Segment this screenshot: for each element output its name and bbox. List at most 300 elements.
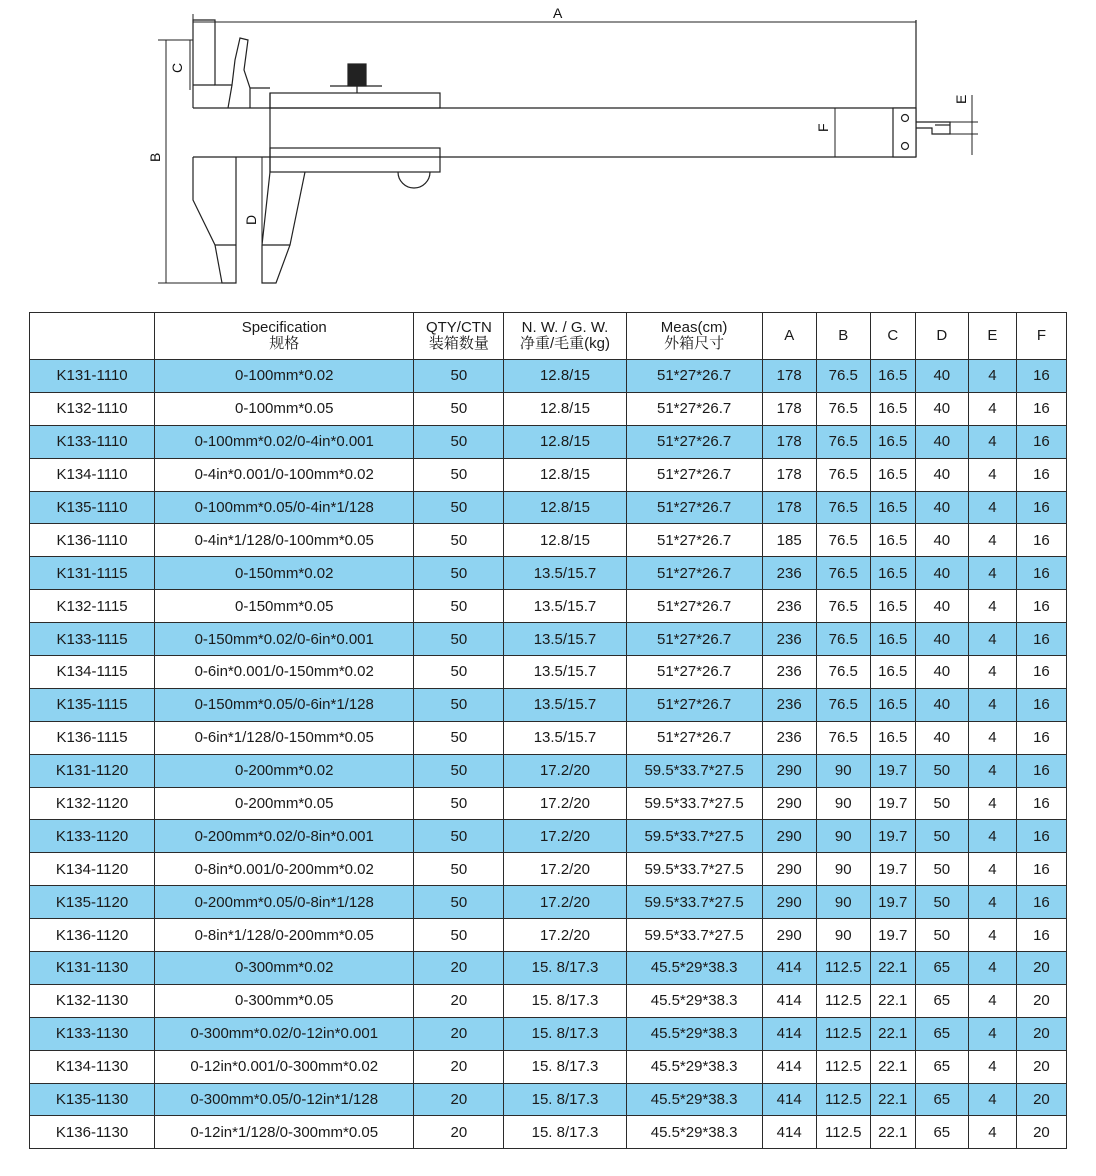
table-row xyxy=(30,919,1067,952)
cell-qty-ctn: 50 xyxy=(414,787,504,820)
cell-dim-d: 40 xyxy=(915,392,968,425)
header-qty-ctn-line1: QTY/CTN xyxy=(425,319,492,336)
cell-dim-b: 76.5 xyxy=(816,524,870,557)
header-weight xyxy=(504,313,626,360)
cell-qty-ctn: 50 xyxy=(414,392,504,425)
cell-dim-c: 19.7 xyxy=(870,853,915,886)
cell-specification: 0-300mm*0.02/0-12in*0.001 xyxy=(155,1017,414,1050)
table-row xyxy=(30,952,1067,985)
cell-qty-ctn: 50 xyxy=(414,360,504,393)
cell-weight: 12.8/15 xyxy=(504,458,626,491)
cell-dim-b: 112.5 xyxy=(816,1083,870,1116)
cell-measurement: 51*27*26.7 xyxy=(626,458,762,491)
header-dim-a xyxy=(762,313,816,360)
cell-dim-f: 16 xyxy=(1016,425,1066,458)
cell-dim-d: 40 xyxy=(915,524,968,557)
cell-measurement: 59.5*33.7*27.5 xyxy=(626,820,762,853)
cell-dim-c: 16.5 xyxy=(870,656,915,689)
cell-dim-e: 4 xyxy=(968,1083,1016,1116)
cell-model: K131-1115 xyxy=(30,557,155,590)
cell-dim-b: 76.5 xyxy=(816,688,870,721)
header-measurement xyxy=(626,313,762,360)
cell-qty-ctn: 50 xyxy=(414,721,504,754)
cell-dim-e: 4 xyxy=(968,984,1016,1017)
cell-measurement: 51*27*26.7 xyxy=(626,392,762,425)
cell-weight: 17.2/20 xyxy=(504,820,626,853)
dim-label-e: E xyxy=(953,94,969,104)
cell-model: K136-1115 xyxy=(30,721,155,754)
cell-dim-f: 16 xyxy=(1016,491,1066,524)
cell-weight: 13.5/15.7 xyxy=(504,656,626,689)
table-row xyxy=(30,557,1067,590)
cell-dim-c: 19.7 xyxy=(870,787,915,820)
cell-dim-f: 16 xyxy=(1016,623,1066,656)
cell-specification: 0-4in*0.001/0-100mm*0.02 xyxy=(155,458,414,491)
cell-weight: 17.2/20 xyxy=(504,886,626,919)
cell-qty-ctn: 20 xyxy=(414,952,504,985)
table-row xyxy=(30,754,1067,787)
cell-dim-a: 236 xyxy=(762,590,816,623)
cell-dim-d: 40 xyxy=(915,491,968,524)
cell-dim-e: 4 xyxy=(968,524,1016,557)
header-dim-b-line1: B xyxy=(838,327,849,344)
cell-dim-a: 290 xyxy=(762,886,816,919)
cell-dim-e: 4 xyxy=(968,623,1016,656)
cell-dim-b: 76.5 xyxy=(816,557,870,590)
cell-dim-d: 50 xyxy=(915,919,968,952)
dim-label-f: F xyxy=(815,123,831,132)
cell-specification: 0-100mm*0.02 xyxy=(155,360,414,393)
cell-dim-b: 76.5 xyxy=(816,360,870,393)
cell-dim-d: 65 xyxy=(915,1050,968,1083)
cell-model: K135-1115 xyxy=(30,688,155,721)
cell-dim-e: 4 xyxy=(968,688,1016,721)
cell-specification: 0-100mm*0.05/0-4in*1/128 xyxy=(155,491,414,524)
cell-weight: 12.8/15 xyxy=(504,360,626,393)
cell-specification: 0-100mm*0.05 xyxy=(155,392,414,425)
cell-specification: 0-6in*0.001/0-150mm*0.02 xyxy=(155,656,414,689)
header-dim-b xyxy=(816,313,870,360)
cell-dim-b: 90 xyxy=(816,886,870,919)
cell-specification: 0-150mm*0.05/0-6in*1/128 xyxy=(155,688,414,721)
cell-dim-f: 16 xyxy=(1016,656,1066,689)
cell-specification: 0-200mm*0.05/0-8in*1/128 xyxy=(155,886,414,919)
header-specification xyxy=(155,313,414,360)
header-specification-line2: 规格 xyxy=(269,335,300,352)
cell-dim-b: 90 xyxy=(816,754,870,787)
cell-dim-c: 19.7 xyxy=(870,820,915,853)
cell-dim-c: 16.5 xyxy=(870,392,915,425)
cell-dim-a: 290 xyxy=(762,754,816,787)
cell-measurement: 51*27*26.7 xyxy=(626,721,762,754)
cell-model: K134-1130 xyxy=(30,1050,155,1083)
header-dim-e xyxy=(968,313,1016,360)
table-row xyxy=(30,1083,1067,1116)
cell-dim-b: 76.5 xyxy=(816,623,870,656)
dim-label-a: A xyxy=(553,5,563,21)
cell-dim-d: 65 xyxy=(915,952,968,985)
cell-dim-e: 4 xyxy=(968,787,1016,820)
header-measurement-line1: Meas(cm) xyxy=(660,319,728,336)
cell-dim-f: 16 xyxy=(1016,820,1066,853)
cell-measurement: 51*27*26.7 xyxy=(626,524,762,557)
cell-dim-a: 414 xyxy=(762,1083,816,1116)
cell-dim-b: 90 xyxy=(816,820,870,853)
cell-qty-ctn: 50 xyxy=(414,754,504,787)
cell-dim-b: 90 xyxy=(816,787,870,820)
cell-dim-e: 4 xyxy=(968,590,1016,623)
cell-qty-ctn: 50 xyxy=(414,491,504,524)
cell-dim-f: 16 xyxy=(1016,787,1066,820)
cell-qty-ctn: 50 xyxy=(414,458,504,491)
cell-dim-b: 76.5 xyxy=(816,590,870,623)
cell-weight: 15. 8/17.3 xyxy=(504,952,626,985)
table-row xyxy=(30,491,1067,524)
cell-dim-c: 16.5 xyxy=(870,524,915,557)
table-row xyxy=(30,1116,1067,1149)
cell-dim-f: 16 xyxy=(1016,557,1066,590)
cell-model: K133-1120 xyxy=(30,820,155,853)
cell-qty-ctn: 50 xyxy=(414,524,504,557)
cell-model: K133-1115 xyxy=(30,623,155,656)
header-dim-e-line1: E xyxy=(987,327,998,344)
cell-dim-d: 50 xyxy=(915,853,968,886)
cell-dim-d: 40 xyxy=(915,458,968,491)
cell-specification: 0-6in*1/128/0-150mm*0.05 xyxy=(155,721,414,754)
cell-dim-e: 4 xyxy=(968,656,1016,689)
cell-qty-ctn: 50 xyxy=(414,425,504,458)
cell-qty-ctn: 50 xyxy=(414,623,504,656)
cell-dim-d: 40 xyxy=(915,688,968,721)
cell-qty-ctn: 50 xyxy=(414,919,504,952)
cell-measurement: 59.5*33.7*27.5 xyxy=(626,754,762,787)
table-row xyxy=(30,458,1067,491)
cell-dim-f: 16 xyxy=(1016,919,1066,952)
cell-specification: 0-12in*0.001/0-300mm*0.02 xyxy=(155,1050,414,1083)
cell-model: K132-1110 xyxy=(30,392,155,425)
cell-dim-b: 76.5 xyxy=(816,491,870,524)
cell-dim-f: 20 xyxy=(1016,1017,1066,1050)
cell-dim-a: 414 xyxy=(762,1050,816,1083)
cell-specification: 0-300mm*0.05 xyxy=(155,984,414,1017)
cell-dim-a: 236 xyxy=(762,721,816,754)
cell-dim-a: 414 xyxy=(762,952,816,985)
cell-dim-a: 178 xyxy=(762,425,816,458)
cell-model: K131-1110 xyxy=(30,360,155,393)
cell-qty-ctn: 20 xyxy=(414,1017,504,1050)
cell-dim-a: 178 xyxy=(762,392,816,425)
cell-weight: 15. 8/17.3 xyxy=(504,1083,626,1116)
cell-dim-b: 76.5 xyxy=(816,392,870,425)
cell-dim-b: 112.5 xyxy=(816,1116,870,1149)
cell-measurement: 51*27*26.7 xyxy=(626,425,762,458)
table-row xyxy=(30,392,1067,425)
cell-dim-b: 76.5 xyxy=(816,425,870,458)
cell-dim-c: 22.1 xyxy=(870,1116,915,1149)
dim-label-d: D xyxy=(243,214,259,225)
cell-dim-e: 4 xyxy=(968,360,1016,393)
cell-dim-a: 236 xyxy=(762,656,816,689)
cell-measurement: 45.5*29*38.3 xyxy=(626,952,762,985)
cell-dim-f: 16 xyxy=(1016,853,1066,886)
cell-dim-c: 16.5 xyxy=(870,425,915,458)
cell-dim-c: 16.5 xyxy=(870,590,915,623)
cell-qty-ctn: 20 xyxy=(414,1083,504,1116)
table-row xyxy=(30,820,1067,853)
table-row xyxy=(30,886,1067,919)
cell-specification: 0-200mm*0.02 xyxy=(155,754,414,787)
caliper-diagram xyxy=(0,0,1096,300)
cell-dim-d: 50 xyxy=(915,886,968,919)
cell-measurement: 45.5*29*38.3 xyxy=(626,984,762,1017)
cell-dim-e: 4 xyxy=(968,853,1016,886)
cell-weight: 12.8/15 xyxy=(504,425,626,458)
cell-model: K134-1115 xyxy=(30,656,155,689)
cell-dim-a: 414 xyxy=(762,984,816,1017)
cell-measurement: 59.5*33.7*27.5 xyxy=(626,787,762,820)
cell-specification: 0-300mm*0.05/0-12in*1/128 xyxy=(155,1083,414,1116)
cell-qty-ctn: 50 xyxy=(414,886,504,919)
cell-measurement: 51*27*26.7 xyxy=(626,360,762,393)
table-header-row xyxy=(30,313,1067,360)
cell-dim-c: 16.5 xyxy=(870,721,915,754)
cell-dim-c: 16.5 xyxy=(870,688,915,721)
cell-dim-f: 20 xyxy=(1016,984,1066,1017)
cell-measurement: 45.5*29*38.3 xyxy=(626,1017,762,1050)
cell-dim-e: 4 xyxy=(968,1116,1016,1149)
cell-qty-ctn: 50 xyxy=(414,820,504,853)
cell-dim-a: 290 xyxy=(762,820,816,853)
cell-dim-f: 16 xyxy=(1016,590,1066,623)
cell-weight: 12.8/15 xyxy=(504,524,626,557)
cell-specification: 0-12in*1/128/0-300mm*0.05 xyxy=(155,1116,414,1149)
cell-dim-e: 4 xyxy=(968,392,1016,425)
cell-dim-d: 50 xyxy=(915,754,968,787)
cell-dim-b: 76.5 xyxy=(816,721,870,754)
cell-qty-ctn: 20 xyxy=(414,1050,504,1083)
cell-dim-d: 65 xyxy=(915,1017,968,1050)
cell-dim-e: 4 xyxy=(968,919,1016,952)
header-specification-line1: Specification xyxy=(241,319,327,336)
table-body xyxy=(30,360,1067,1149)
cell-dim-c: 16.5 xyxy=(870,458,915,491)
cell-dim-d: 40 xyxy=(915,557,968,590)
cell-dim-a: 236 xyxy=(762,688,816,721)
cell-dim-f: 16 xyxy=(1016,392,1066,425)
table-row xyxy=(30,425,1067,458)
cell-specification: 0-100mm*0.02/0-4in*0.001 xyxy=(155,425,414,458)
cell-specification: 0-200mm*0.05 xyxy=(155,787,414,820)
cell-dim-d: 50 xyxy=(915,820,968,853)
table-row xyxy=(30,590,1067,623)
header-weight-line2: 净重/毛重(kg) xyxy=(519,335,610,352)
cell-specification: 0-200mm*0.02/0-8in*0.001 xyxy=(155,820,414,853)
header-measurement-line2: 外箱尺寸 xyxy=(664,335,725,352)
cell-model: K135-1130 xyxy=(30,1083,155,1116)
cell-weight: 13.5/15.7 xyxy=(504,623,626,656)
cell-dim-d: 40 xyxy=(915,425,968,458)
cell-model: K133-1130 xyxy=(30,1017,155,1050)
cell-dim-c: 22.1 xyxy=(870,1050,915,1083)
cell-measurement: 51*27*26.7 xyxy=(626,491,762,524)
cell-dim-b: 112.5 xyxy=(816,984,870,1017)
header-dim-d xyxy=(915,313,968,360)
cell-model: K136-1110 xyxy=(30,524,155,557)
cell-dim-b: 112.5 xyxy=(816,952,870,985)
cell-dim-f: 20 xyxy=(1016,1116,1066,1149)
spec-table xyxy=(29,312,1067,1149)
cell-dim-e: 4 xyxy=(968,557,1016,590)
cell-dim-d: 65 xyxy=(915,1116,968,1149)
cell-dim-a: 178 xyxy=(762,360,816,393)
cell-dim-c: 22.1 xyxy=(870,1017,915,1050)
cell-model: K134-1110 xyxy=(30,458,155,491)
cell-qty-ctn: 50 xyxy=(414,656,504,689)
table-row xyxy=(30,853,1067,886)
cell-model: K132-1115 xyxy=(30,590,155,623)
header-dim-a-line1: A xyxy=(784,327,795,344)
cell-dim-b: 112.5 xyxy=(816,1050,870,1083)
cell-model: K131-1130 xyxy=(30,952,155,985)
cell-specification: 0-4in*1/128/0-100mm*0.05 xyxy=(155,524,414,557)
cell-weight: 15. 8/17.3 xyxy=(504,984,626,1017)
cell-dim-f: 20 xyxy=(1016,952,1066,985)
cell-model: K133-1110 xyxy=(30,425,155,458)
cell-measurement: 59.5*33.7*27.5 xyxy=(626,886,762,919)
cell-dim-f: 16 xyxy=(1016,754,1066,787)
cell-specification: 0-8in*0.001/0-200mm*0.02 xyxy=(155,853,414,886)
cell-weight: 15. 8/17.3 xyxy=(504,1050,626,1083)
cell-dim-a: 178 xyxy=(762,491,816,524)
cell-model: K136-1130 xyxy=(30,1116,155,1149)
cell-weight: 17.2/20 xyxy=(504,919,626,952)
cell-dim-f: 16 xyxy=(1016,721,1066,754)
cell-weight: 15. 8/17.3 xyxy=(504,1116,626,1149)
cell-weight: 17.2/20 xyxy=(504,754,626,787)
cell-dim-f: 16 xyxy=(1016,524,1066,557)
header-dim-d-line1: D xyxy=(936,327,948,344)
table-row xyxy=(30,656,1067,689)
cell-specification: 0-150mm*0.02/0-6in*0.001 xyxy=(155,623,414,656)
cell-dim-f: 20 xyxy=(1016,1050,1066,1083)
cell-dim-a: 414 xyxy=(762,1116,816,1149)
header-dim-f xyxy=(1016,313,1066,360)
cell-model: K132-1120 xyxy=(30,787,155,820)
cell-qty-ctn: 50 xyxy=(414,590,504,623)
cell-dim-c: 16.5 xyxy=(870,557,915,590)
cell-dim-c: 19.7 xyxy=(870,919,915,952)
cell-measurement: 51*27*26.7 xyxy=(626,623,762,656)
cell-dim-b: 90 xyxy=(816,919,870,952)
cell-model: K132-1130 xyxy=(30,984,155,1017)
cell-dim-e: 4 xyxy=(968,1050,1016,1083)
cell-measurement: 51*27*26.7 xyxy=(626,557,762,590)
cell-dim-d: 40 xyxy=(915,590,968,623)
table-row xyxy=(30,787,1067,820)
cell-measurement: 59.5*33.7*27.5 xyxy=(626,853,762,886)
cell-qty-ctn: 50 xyxy=(414,688,504,721)
cell-dim-e: 4 xyxy=(968,425,1016,458)
cell-dim-c: 22.1 xyxy=(870,1083,915,1116)
cell-dim-c: 19.7 xyxy=(870,886,915,919)
cell-weight: 15. 8/17.3 xyxy=(504,1017,626,1050)
cell-measurement: 51*27*26.7 xyxy=(626,590,762,623)
cell-dim-c: 19.7 xyxy=(870,754,915,787)
cell-dim-a: 185 xyxy=(762,524,816,557)
cell-model: K135-1110 xyxy=(30,491,155,524)
cell-dim-b: 90 xyxy=(816,853,870,886)
table-row xyxy=(30,623,1067,656)
header-dim-c-line1: C xyxy=(887,327,899,344)
cell-model: K135-1120 xyxy=(30,886,155,919)
cell-weight: 17.2/20 xyxy=(504,787,626,820)
cell-weight: 13.5/15.7 xyxy=(504,557,626,590)
cell-dim-e: 4 xyxy=(968,491,1016,524)
cell-dim-b: 112.5 xyxy=(816,1017,870,1050)
cell-qty-ctn: 20 xyxy=(414,1116,504,1149)
cell-dim-c: 16.5 xyxy=(870,491,915,524)
cell-dim-b: 76.5 xyxy=(816,656,870,689)
cell-dim-c: 16.5 xyxy=(870,623,915,656)
cell-dim-e: 4 xyxy=(968,754,1016,787)
cell-model: K131-1120 xyxy=(30,754,155,787)
table-row xyxy=(30,1017,1067,1050)
cell-weight: 13.5/15.7 xyxy=(504,721,626,754)
cell-measurement: 59.5*33.7*27.5 xyxy=(626,919,762,952)
cell-dim-a: 290 xyxy=(762,919,816,952)
cell-dim-d: 40 xyxy=(915,360,968,393)
table-row xyxy=(30,524,1067,557)
cell-dim-d: 65 xyxy=(915,984,968,1017)
cell-dim-f: 16 xyxy=(1016,688,1066,721)
header-model xyxy=(30,313,155,360)
cell-measurement: 51*27*26.7 xyxy=(626,656,762,689)
table-row xyxy=(30,984,1067,1017)
cell-dim-a: 414 xyxy=(762,1017,816,1050)
cell-dim-c: 16.5 xyxy=(870,360,915,393)
cell-dim-a: 178 xyxy=(762,458,816,491)
cell-measurement: 45.5*29*38.3 xyxy=(626,1083,762,1116)
cell-dim-f: 16 xyxy=(1016,458,1066,491)
cell-dim-d: 65 xyxy=(915,1083,968,1116)
cell-dim-e: 4 xyxy=(968,952,1016,985)
header-dim-c xyxy=(870,313,915,360)
header-qty-ctn xyxy=(414,313,504,360)
cell-weight: 13.5/15.7 xyxy=(504,688,626,721)
cell-model: K136-1120 xyxy=(30,919,155,952)
table-row xyxy=(30,360,1067,393)
cell-dim-c: 22.1 xyxy=(870,952,915,985)
cell-dim-d: 40 xyxy=(915,656,968,689)
cell-specification: 0-150mm*0.02 xyxy=(155,557,414,590)
cell-weight: 12.8/15 xyxy=(504,491,626,524)
cell-dim-e: 4 xyxy=(968,458,1016,491)
cell-measurement: 45.5*29*38.3 xyxy=(626,1116,762,1149)
table-row xyxy=(30,1050,1067,1083)
cell-dim-e: 4 xyxy=(968,1017,1016,1050)
cell-dim-f: 16 xyxy=(1016,886,1066,919)
dim-label-c: C xyxy=(169,62,185,73)
cell-specification: 0-8in*1/128/0-200mm*0.05 xyxy=(155,919,414,952)
dim-label-b: B xyxy=(147,152,163,162)
cell-weight: 17.2/20 xyxy=(504,853,626,886)
cell-dim-a: 290 xyxy=(762,787,816,820)
cell-dim-d: 40 xyxy=(915,721,968,754)
cell-dim-a: 290 xyxy=(762,853,816,886)
cell-dim-e: 4 xyxy=(968,820,1016,853)
cell-dim-e: 4 xyxy=(968,886,1016,919)
cell-weight: 12.8/15 xyxy=(504,392,626,425)
